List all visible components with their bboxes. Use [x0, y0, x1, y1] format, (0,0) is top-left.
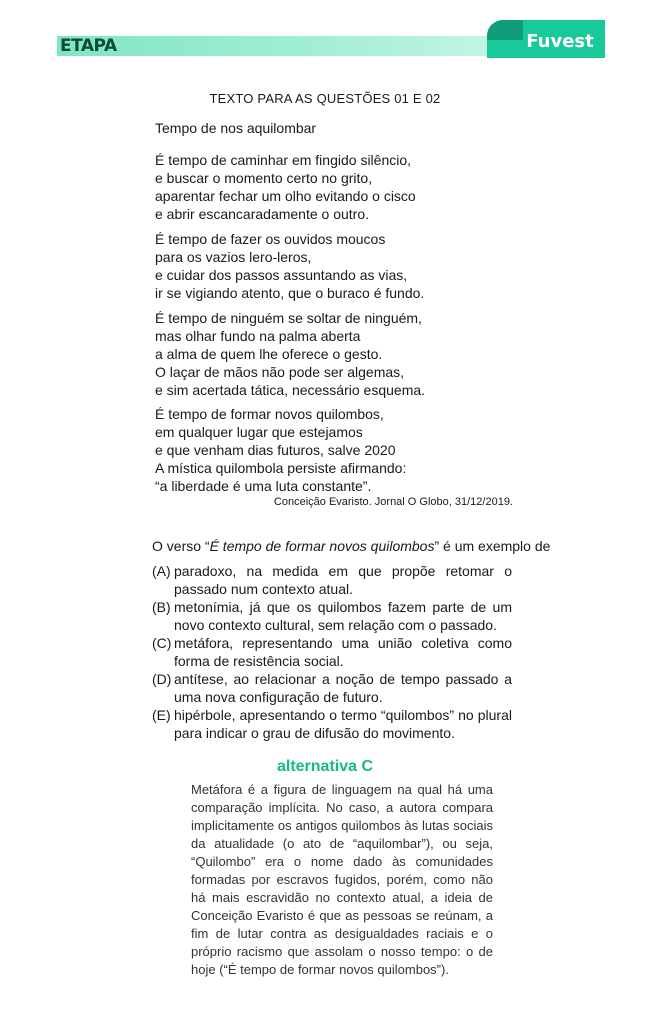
poem-line: e buscar o momento certo no grito, [155, 170, 373, 186]
poem-title: Tempo de nos aquilombar [155, 120, 317, 136]
question-quote: É tempo de formar novos quilombos [209, 538, 435, 554]
exam-label: Fuvest [526, 31, 594, 52]
section-title: TEXTO PARA AS QUESTÕES 01 E 02 [209, 91, 441, 106]
poem-line: e sim acertada tática, necessário esquema. [155, 382, 426, 398]
option-text: metonímia, já que os quilombos fazem parte de um novo contexto cultural, sem relação com o passado. [174, 599, 512, 633]
poem-line: É tempo de fazer os ouvidos moucos [155, 231, 386, 247]
option-text: metáfora, representando uma união coletiva como forma de resistência social. [174, 635, 512, 669]
poem-line: e que venham dias futuros, salve 2020 [155, 442, 396, 458]
poem-line: É tempo de ninguém se soltar de ninguém, [155, 310, 422, 326]
poem-line: A mística quilombola persiste afirmando: [155, 460, 407, 476]
brand-logo: ETAPA [60, 36, 117, 56]
option-text: paradoxo, na medida em que propõe retomar o passado num contexto atual. [174, 563, 512, 597]
poem-line: O laçar de mãos não pode ser algemas, [155, 364, 405, 380]
answer-heading: alternativa C [276, 758, 374, 775]
poem-line: É tempo de formar novos quilombos, [155, 406, 384, 422]
poem-line: a alma de quem lhe oferece o gesto. [155, 346, 383, 362]
option-letter: (D) [152, 671, 172, 687]
option-e [152, 706, 512, 742]
question-suffix: ” é um exemplo de [434, 538, 551, 554]
question-stem [152, 537, 551, 555]
answer-options [152, 562, 512, 742]
option-letter: (C) [152, 635, 172, 651]
poem-line: “a liberdade é uma luta constante”. [155, 478, 372, 494]
poem-line: mas olhar fundo na palma aberta [155, 328, 361, 344]
answer-explanation: Metáfora é a figura de linguagem na qual há uma comparação implícita. No caso, a autora compara implicitamente os antigos quilombos às lutas sociais da atualidade (o ato de “aquilombar”), ou seja, “Quilombo” era o nome dado às comunidades formadas por escravos fugidos, porém, como não há mais escravidão no contexto atual, a ideia de Conceição Evaristo é que as pessoas se reúnam, a fim de lutar contra as desigualdades raciais e o próprio racismo que assolam o nosso tempo: o de hoje (“É tempo de formar novos quilombos”). [191, 782, 493, 977]
poem-line: para os vazios lero-leros, [155, 249, 312, 265]
poem-source: Conceição Evaristo. Jornal O Globo, 31/12/2019. [273, 496, 513, 508]
option-text: antítese, ao relacionar a noção de tempo passado a uma nova configuração de futuro. [174, 671, 512, 705]
poem-line: e cuidar dos passos assuntando as vias, [155, 267, 408, 283]
poem-line: em qualquer lugar que estejamos [155, 424, 363, 440]
option-letter: (E) [152, 707, 171, 723]
option-d [152, 670, 512, 706]
option-b [152, 598, 512, 634]
poem-stanza-3 [155, 309, 515, 399]
option-letter: (A) [152, 563, 171, 579]
poem-stanza-2 [155, 230, 515, 302]
poem-line: aparentar fechar um olho evitando o cisco [155, 188, 416, 204]
option-c [152, 634, 512, 670]
option-text: hipérbole, apresentando o termo “quilombos” no plural para indicar o grau de difusão do movimento. [174, 707, 512, 741]
option-letter: (B) [152, 599, 171, 615]
poem-line: É tempo de caminhar em fingido silêncio, [155, 152, 412, 168]
option-a [152, 562, 512, 598]
poem-stanza-4 [155, 405, 515, 495]
poem-line: e abrir escancaradamente o outro. [155, 206, 370, 222]
poem-stanza-1 [155, 151, 515, 223]
question-prefix: O verso “ [152, 538, 210, 554]
poem-line: ir se vigiando atento, que o buraco é fundo. [155, 285, 425, 301]
